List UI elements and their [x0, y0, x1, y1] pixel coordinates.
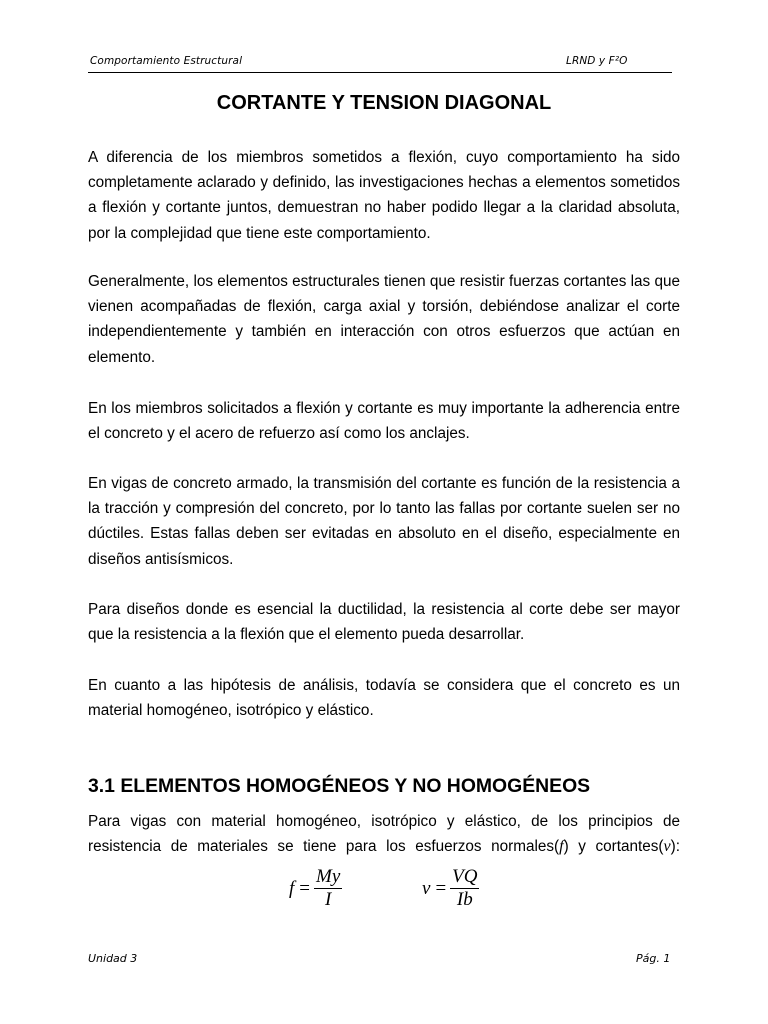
denominator: I [324, 889, 332, 910]
paragraph-5: Para diseños donde es esencial la ductilidad, la resistencia al corte debe ser mayor que la resistencia a la flexión que el elemento pueda desarrollar. [88, 601, 680, 644]
numerator: VQ [452, 866, 478, 887]
section-heading: 3.1 ELEMENTOS HOMOGÉNEOS Y NO HOMOGÉNEOS [88, 775, 591, 797]
paragraph-1: A diferencia de los miembros sometidos a flexión, cuyo comportamiento ha sido completamente aclarado y definido, las investigaciones hechas a elementos sometidos a flexión y cortante juntos, demuestran no haber podido llegar a la claridad absoluta, por la complejidad que tiene este comportamiento. [88, 149, 680, 242]
equals-sign: = [299, 877, 310, 899]
fraction [314, 866, 342, 911]
footer-left: Unidad 3 [88, 952, 138, 965]
paragraph-3: En los miembros solicitados a flexión y cortante es muy importante la adherencia entre el concreto y el acero de refuerzo así como los anclajes. [88, 400, 680, 443]
equation-lhs: f [289, 877, 295, 899]
intro-symbol-v: v [663, 838, 671, 856]
numerator: My [316, 866, 341, 887]
paragraph-2: Generalmente, los elementos estructurales tienen que resistir fuerzas cortantes las que vienen acompañadas de flexión, carga axial y torsión, debiéndose analizar el corte independientemente y también en interacción con otros esfuerzos que actúan en elemento. [88, 273, 680, 366]
paragraph-6: En cuanto a las hipótesis de análisis, todavía se considera que el concreto es un material homogéneo, isotrópico y elástico. [88, 677, 680, 720]
page-title: CORTANTE Y TENSION DIAGONAL [216, 92, 552, 114]
section-intro-paragraph [88, 809, 680, 859]
equation-lhs: v [422, 877, 431, 899]
intro-symbol-f: f [559, 838, 564, 856]
paragraph-4: En vigas de concreto armado, la transmisión del cortante es función de la resistencia a la tracción y compresión del concreto, por lo tanto las fallas por cortante suelen ser no dúctiles. Estas fallas deben ser evitadas en absoluto en el diseño, especialmente en diseños antisísmicos. [88, 475, 680, 568]
equation-shear-stress [422, 866, 479, 911]
intro-text: Para vigas con material homogéneo, isotrópico y elástico, de los principios de resistencia de materiales se tiene para los esfuerzos normales( [88, 813, 680, 856]
footer-right: Pág. 1 [636, 952, 671, 965]
equation-normal-stress [289, 866, 342, 911]
denominator: Ib [456, 889, 473, 910]
header-left: Comportamiento Estructural [90, 55, 243, 67]
header-right: LRND y F²O [566, 55, 628, 67]
equals-sign: = [435, 877, 447, 899]
page-header [88, 54, 672, 73]
intro-mid: ) y cortantes( [563, 838, 664, 856]
fraction [450, 866, 479, 911]
intro-end: ): [670, 838, 680, 856]
